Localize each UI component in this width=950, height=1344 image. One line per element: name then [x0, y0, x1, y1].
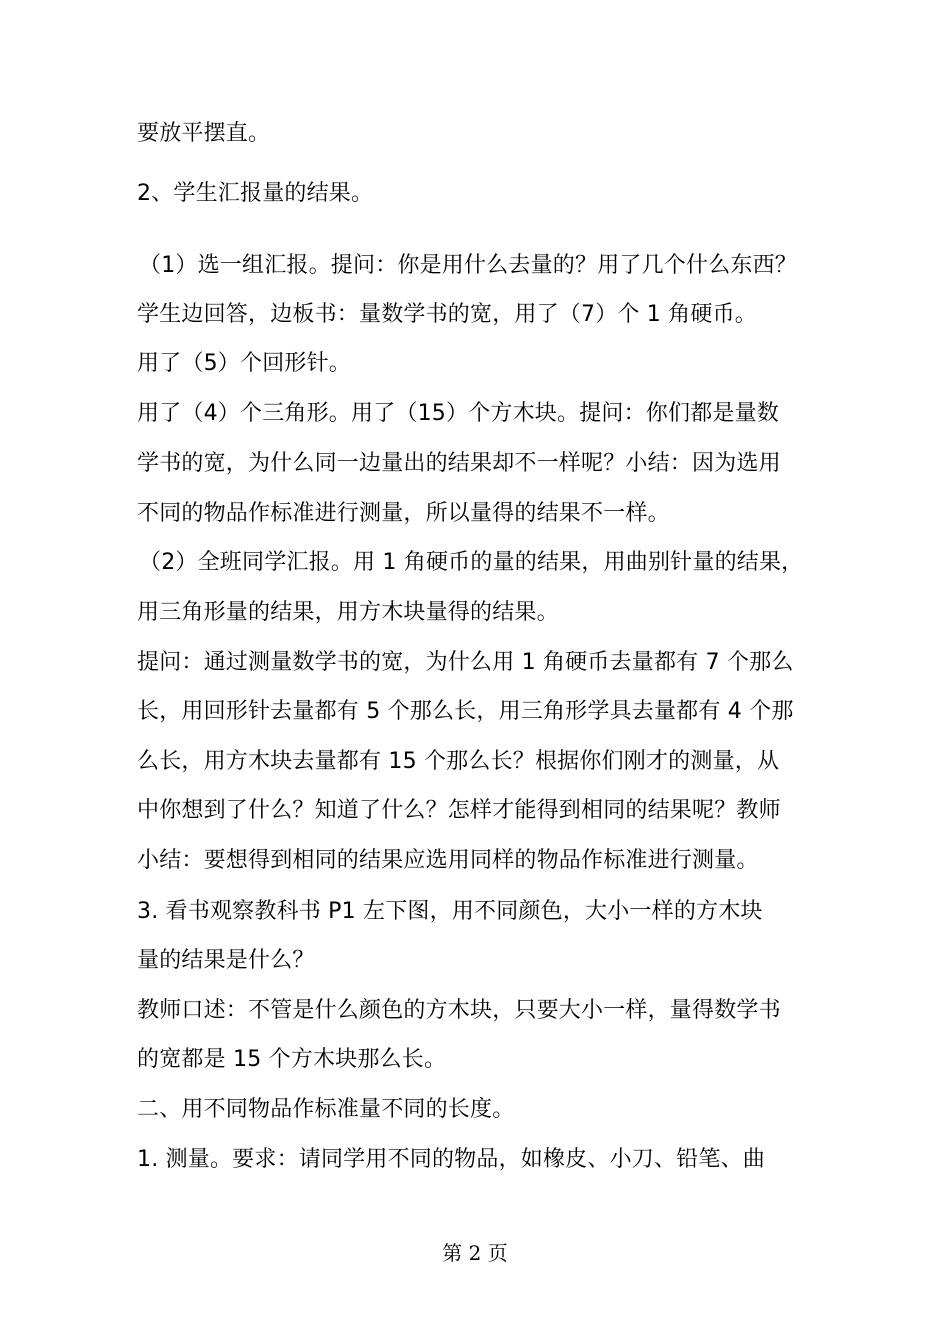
text-line: 用了（5）个回形针。	[137, 351, 351, 376]
text-line: 长，用回形针去量都有 5 个那么长，用三角形学具去量都有 4 个那	[137, 699, 794, 724]
text-line: 1. 测量。要求：请同学用不同的物品，如橡皮、小刀、铅笔、曲	[137, 1147, 765, 1172]
text-line: 学生边回答，边板书：量数学书的宽，用了（7）个 1 角硬币。	[137, 302, 757, 327]
text-line: 学书的宽，为什么同一边量出的结果却不一样呢？小结：因为选用	[137, 451, 781, 476]
text-line: 要放平摆直。	[137, 121, 271, 146]
text-line: 用三角形量的结果，用方木块量得的结果。	[137, 600, 559, 625]
text-line: 不同的物品作标准进行测量，所以量得的结果不一样。	[137, 501, 670, 526]
text-line: 中你想到了什么？知道了什么？怎样才能得到相同的结果呢？教师	[137, 798, 781, 823]
text-line: 3. 看书观察教科书 P1 左下图，用不同颜色，大小一样的方木块	[137, 899, 763, 924]
text-line: 么长，用方木块去量都有 15 个那么长？根据你们刚才的测量，从	[137, 749, 780, 774]
text-line: （1）选一组汇报。提问：你是用什么去量的？用了几个什么东西？	[139, 253, 797, 278]
text-line: 用了（4）个三角形。用了（15）个方木块。提问：你们都是量数	[137, 401, 779, 426]
text-line: 量的结果是什么？	[137, 948, 315, 973]
text-line: 2、学生汇报量的结果。	[137, 181, 374, 206]
text-line: 提问：通过测量数学书的宽，为什么用 1 角硬币去量都有 7 个那么	[137, 650, 794, 675]
text-line: 小结：要想得到相同的结果应选用同样的物品作标准进行测量。	[137, 848, 759, 873]
text-line: 的宽都是 15 个方木块那么长。	[137, 1047, 447, 1072]
text-line: （2）全班同学汇报。用 1 角硬币的量的结果，用曲别针量的结果，	[139, 550, 804, 575]
text-line: 教师口述：不管是什么颜色的方木块，只要大小一样，量得数学书	[137, 998, 781, 1023]
page-number: 第 2 页	[442, 1241, 508, 1265]
text-line: 二、用不同物品作标准量不同的长度。	[137, 1097, 515, 1122]
